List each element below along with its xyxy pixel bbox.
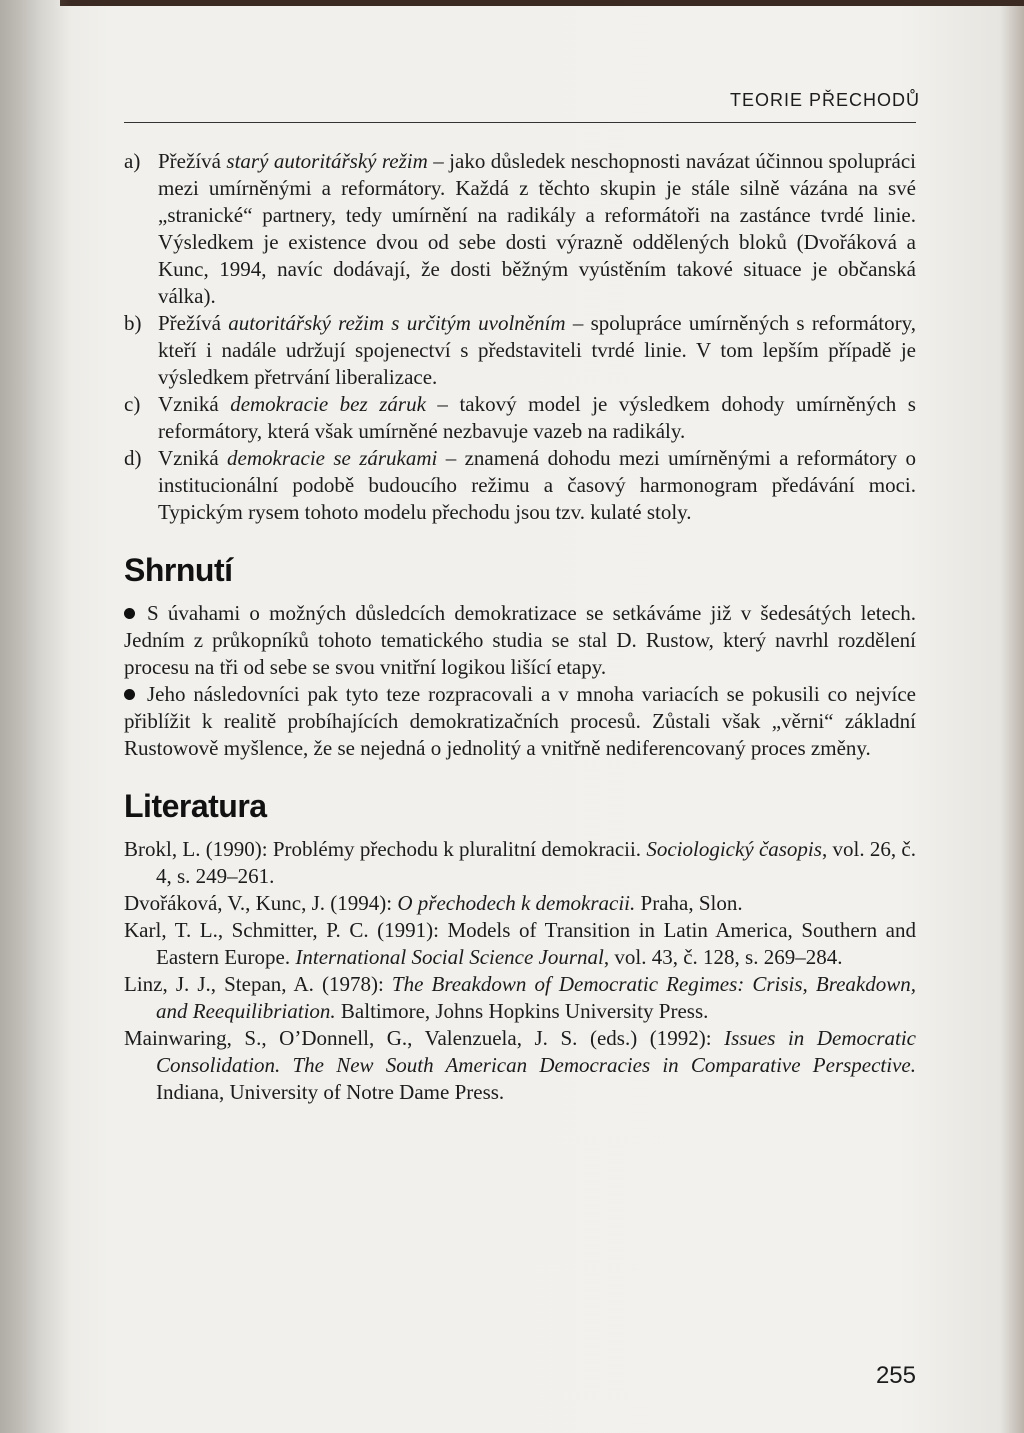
summary-heading: Shrnutí — [124, 552, 233, 588]
list-item-text: Vzniká demokracie se zárukami – znamená dohodu mezi umírněnými a reformátory o institucionální podobě budoucího režimu a časový harmonogram předávání moci. Typickým rysem tohoto modelu přechodu jsou tzv. kulaté stoly. — [158, 446, 916, 524]
list-item-a — [124, 148, 916, 310]
emphasis: starý autoritářský režim — [226, 149, 428, 173]
reference-entry: Brokl, L. (1990): Problémy přechodu k pluralitní demokracii. Sociologický časopis, vol. 26, č. 4, s. 249–261. — [124, 837, 916, 888]
emphasis: demokracie bez záruk — [230, 392, 426, 416]
reference-list — [124, 836, 916, 1106]
literature-heading: Literatura — [124, 788, 267, 824]
emphasis: autoritářský režim s určitým uvolněním — [228, 311, 566, 335]
list-item-text: Vzniká demokracie bez záruk – takový model je výsledkem dohody umírněných s reformátory, která však umírněné nezbavuje vazeb na radikály. — [158, 392, 916, 443]
emphasis: demokracie se zárukami — [227, 446, 438, 470]
reference-entry: Linz, J. J., Stepan, A. (1978): The Breakdown of Democratic Regimes: Crisis, Breakdown, and Reequilibriation. Baltimore, Johns Hopkins University Press. — [124, 972, 916, 1023]
page-number: 255 — [875, 1362, 916, 1389]
reference-entry: Dvořáková, V., Kunc, J. (1994): O přechodech k demokracii. Praha, Slon. — [124, 891, 743, 915]
main-text — [124, 148, 916, 1106]
list-label: a) — [124, 149, 141, 173]
list-label: c) — [124, 392, 141, 416]
reference-entry: Mainwaring, S., O’Donnell, G., Valenzuela, J. S. (eds.) (1992): Issues in Democratic Consolidation. The New South American Democracies in Comparative Perspective. Indiana, University of Notre Dame Press. — [124, 1026, 916, 1104]
bullet-dot-icon — [124, 689, 135, 700]
bullet-text: S úvahami o možných důsledcích demokratizace se setkáváme již v šedesátých letech. Jedním z průkopníků tohoto tematického studia se stal D. Rustow, který navrhl rozdělení procesu na tři od sebe se svou vnitřní logikou lišící etapy. — [124, 601, 916, 679]
list-item-text: Přežívá starý autoritářský režim – jako důsledek neschopnosti navázat účinnou spolupráci mezi umírněnými a reformátory. Každá z těchto skupin je stále silně vázána na své „stranické“ partnery, tedy umírnění na radikály a reformátoři na zastánce tvrdé linie. Výsledkem je existence dvou od sebe dosti výrazně oddělených bloků (Dvořáková a Kunc, 1994, navíc dodávají, že dosti běžným vyústěním takové situace je občanská válka). — [158, 149, 916, 308]
list-label: d) — [124, 446, 142, 470]
list-item-b — [124, 310, 916, 391]
bullet-text: Jeho následovníci pak tyto teze rozpracovali a v mnoha variacích se pokusili co nejvíce přiblížit k realitě probíhajících demokratizačních procesů. Zůstali však „věrni“ základní Rustowově myšlence, že se nejedná o jednolitý a vnitřně nediferencovaný proces změny. — [124, 682, 916, 760]
binding-shadow — [0, 0, 70, 1433]
list-item-c — [124, 391, 916, 445]
list-item-d — [124, 445, 916, 526]
summary-bullet — [124, 600, 916, 681]
reference-entry: Karl, T. L., Schmitter, P. C. (1991): Models of Transition in Latin America, Southern and Eastern Europe. International Social Science Journal, vol. 43, č. 128, s. 269–284. — [124, 918, 916, 969]
summary-bullet — [124, 681, 916, 762]
list-item-text: Přežívá autoritářský režim s určitým uvolněním – spolupráce umírněných s reformátory, kteří i nadále udržují spojenectví s představiteli tvrdé linie. V tom lepším případě je výsledkem přetrvání liberalizace. — [158, 311, 916, 389]
running-head: TEORIE PŘECHODŮ — [729, 90, 920, 110]
list-label: b) — [124, 311, 142, 335]
header-rule — [124, 122, 916, 123]
page-top-edge — [60, 0, 1024, 6]
bullet-dot-icon — [124, 608, 135, 619]
